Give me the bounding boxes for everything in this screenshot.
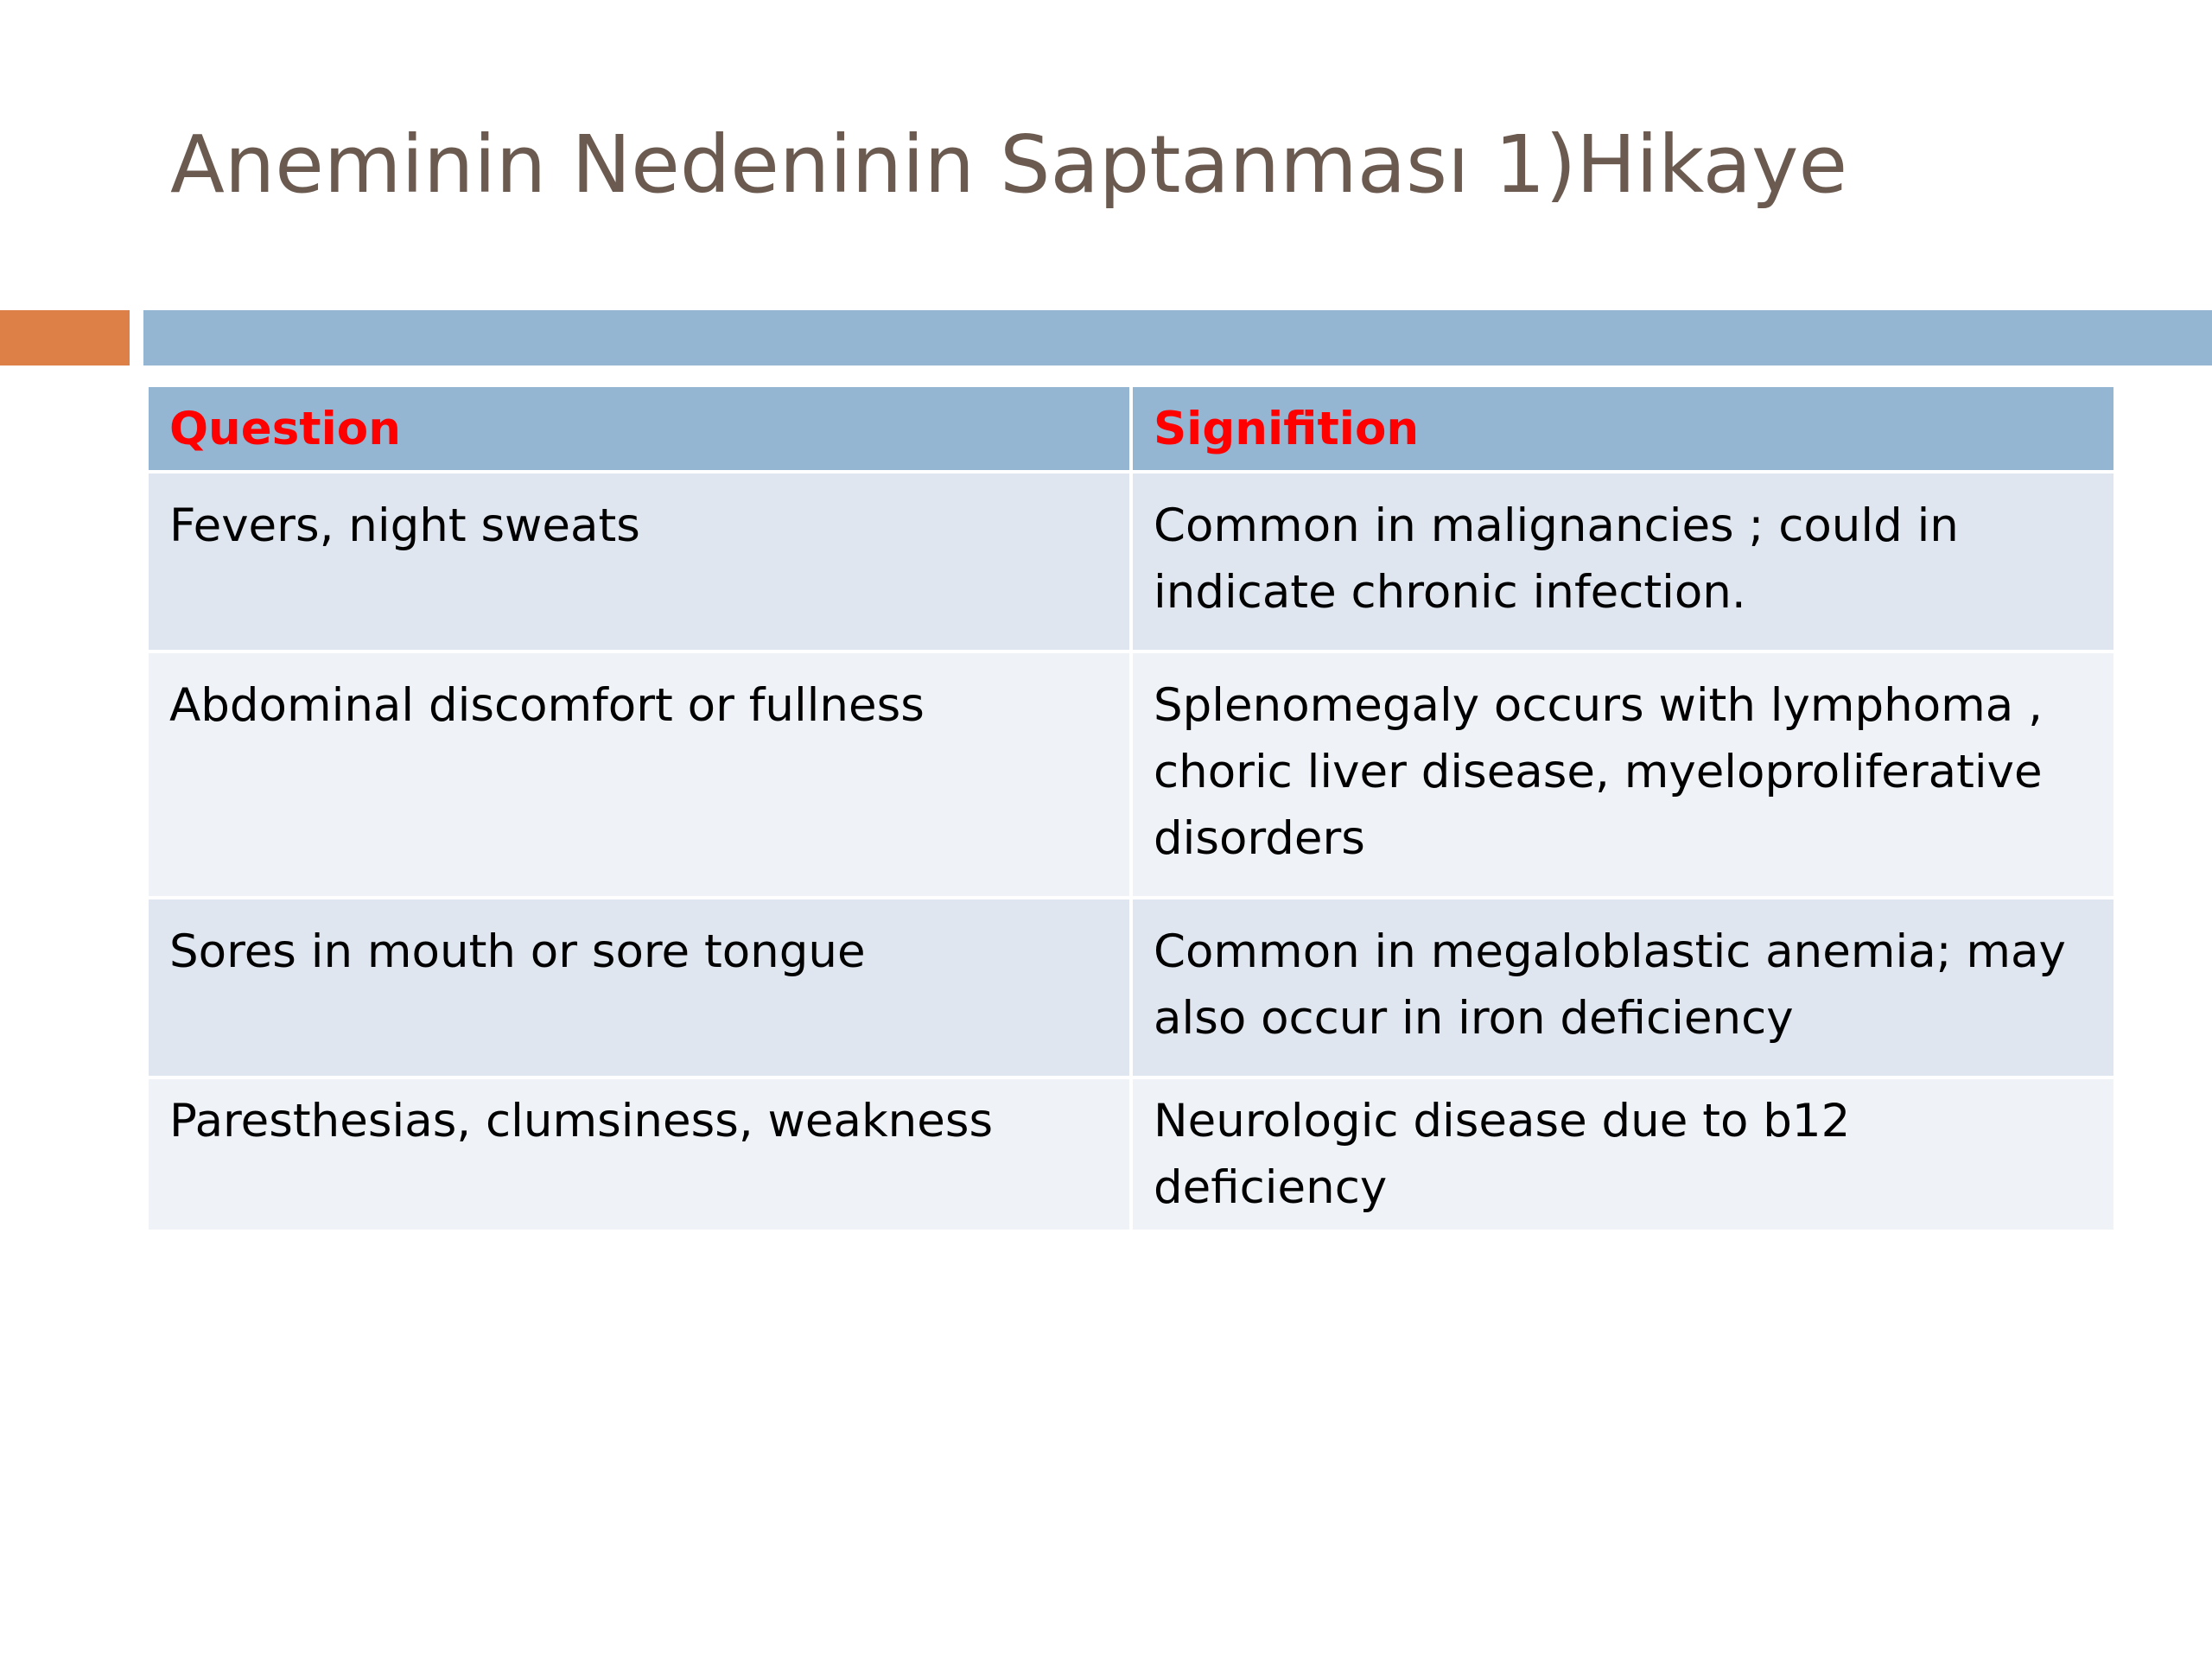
signification-cell: Neurologic disease due to b12 deficiency	[1133, 1079, 2113, 1230]
signification-cell: Common in malignancies ; could in indicate chronic infection.	[1133, 474, 2113, 650]
header-question: Question	[149, 387, 1129, 470]
table-header-row	[149, 387, 2113, 470]
question-cell: Paresthesias, clumsiness, weakness	[149, 1079, 1129, 1230]
table-row	[149, 1079, 2113, 1230]
question-cell: Sores in mouth or sore tongue	[149, 899, 1129, 1076]
header-signifition: Signifition	[1133, 387, 2113, 470]
table-row	[149, 653, 2113, 896]
slide-title: Aneminin Nedeninin Saptanması 1)Hikaye	[170, 118, 1848, 211]
accent-bar-orange	[0, 310, 130, 365]
accent-bar-blue	[143, 310, 2212, 365]
question-signification-table	[145, 384, 2117, 1233]
table-row	[149, 899, 2113, 1076]
question-cell: Abdominal discomfort or fullness	[149, 653, 1129, 896]
question-cell: Fevers, night sweats	[149, 474, 1129, 650]
signification-cell: Common in megaloblastic anemia; may also occur in iron deficiency	[1133, 899, 2113, 1076]
signification-cell: Splenomegaly occurs with lymphoma , choric liver disease, myeloproliferative disorders	[1133, 653, 2113, 896]
table-row	[149, 474, 2113, 650]
